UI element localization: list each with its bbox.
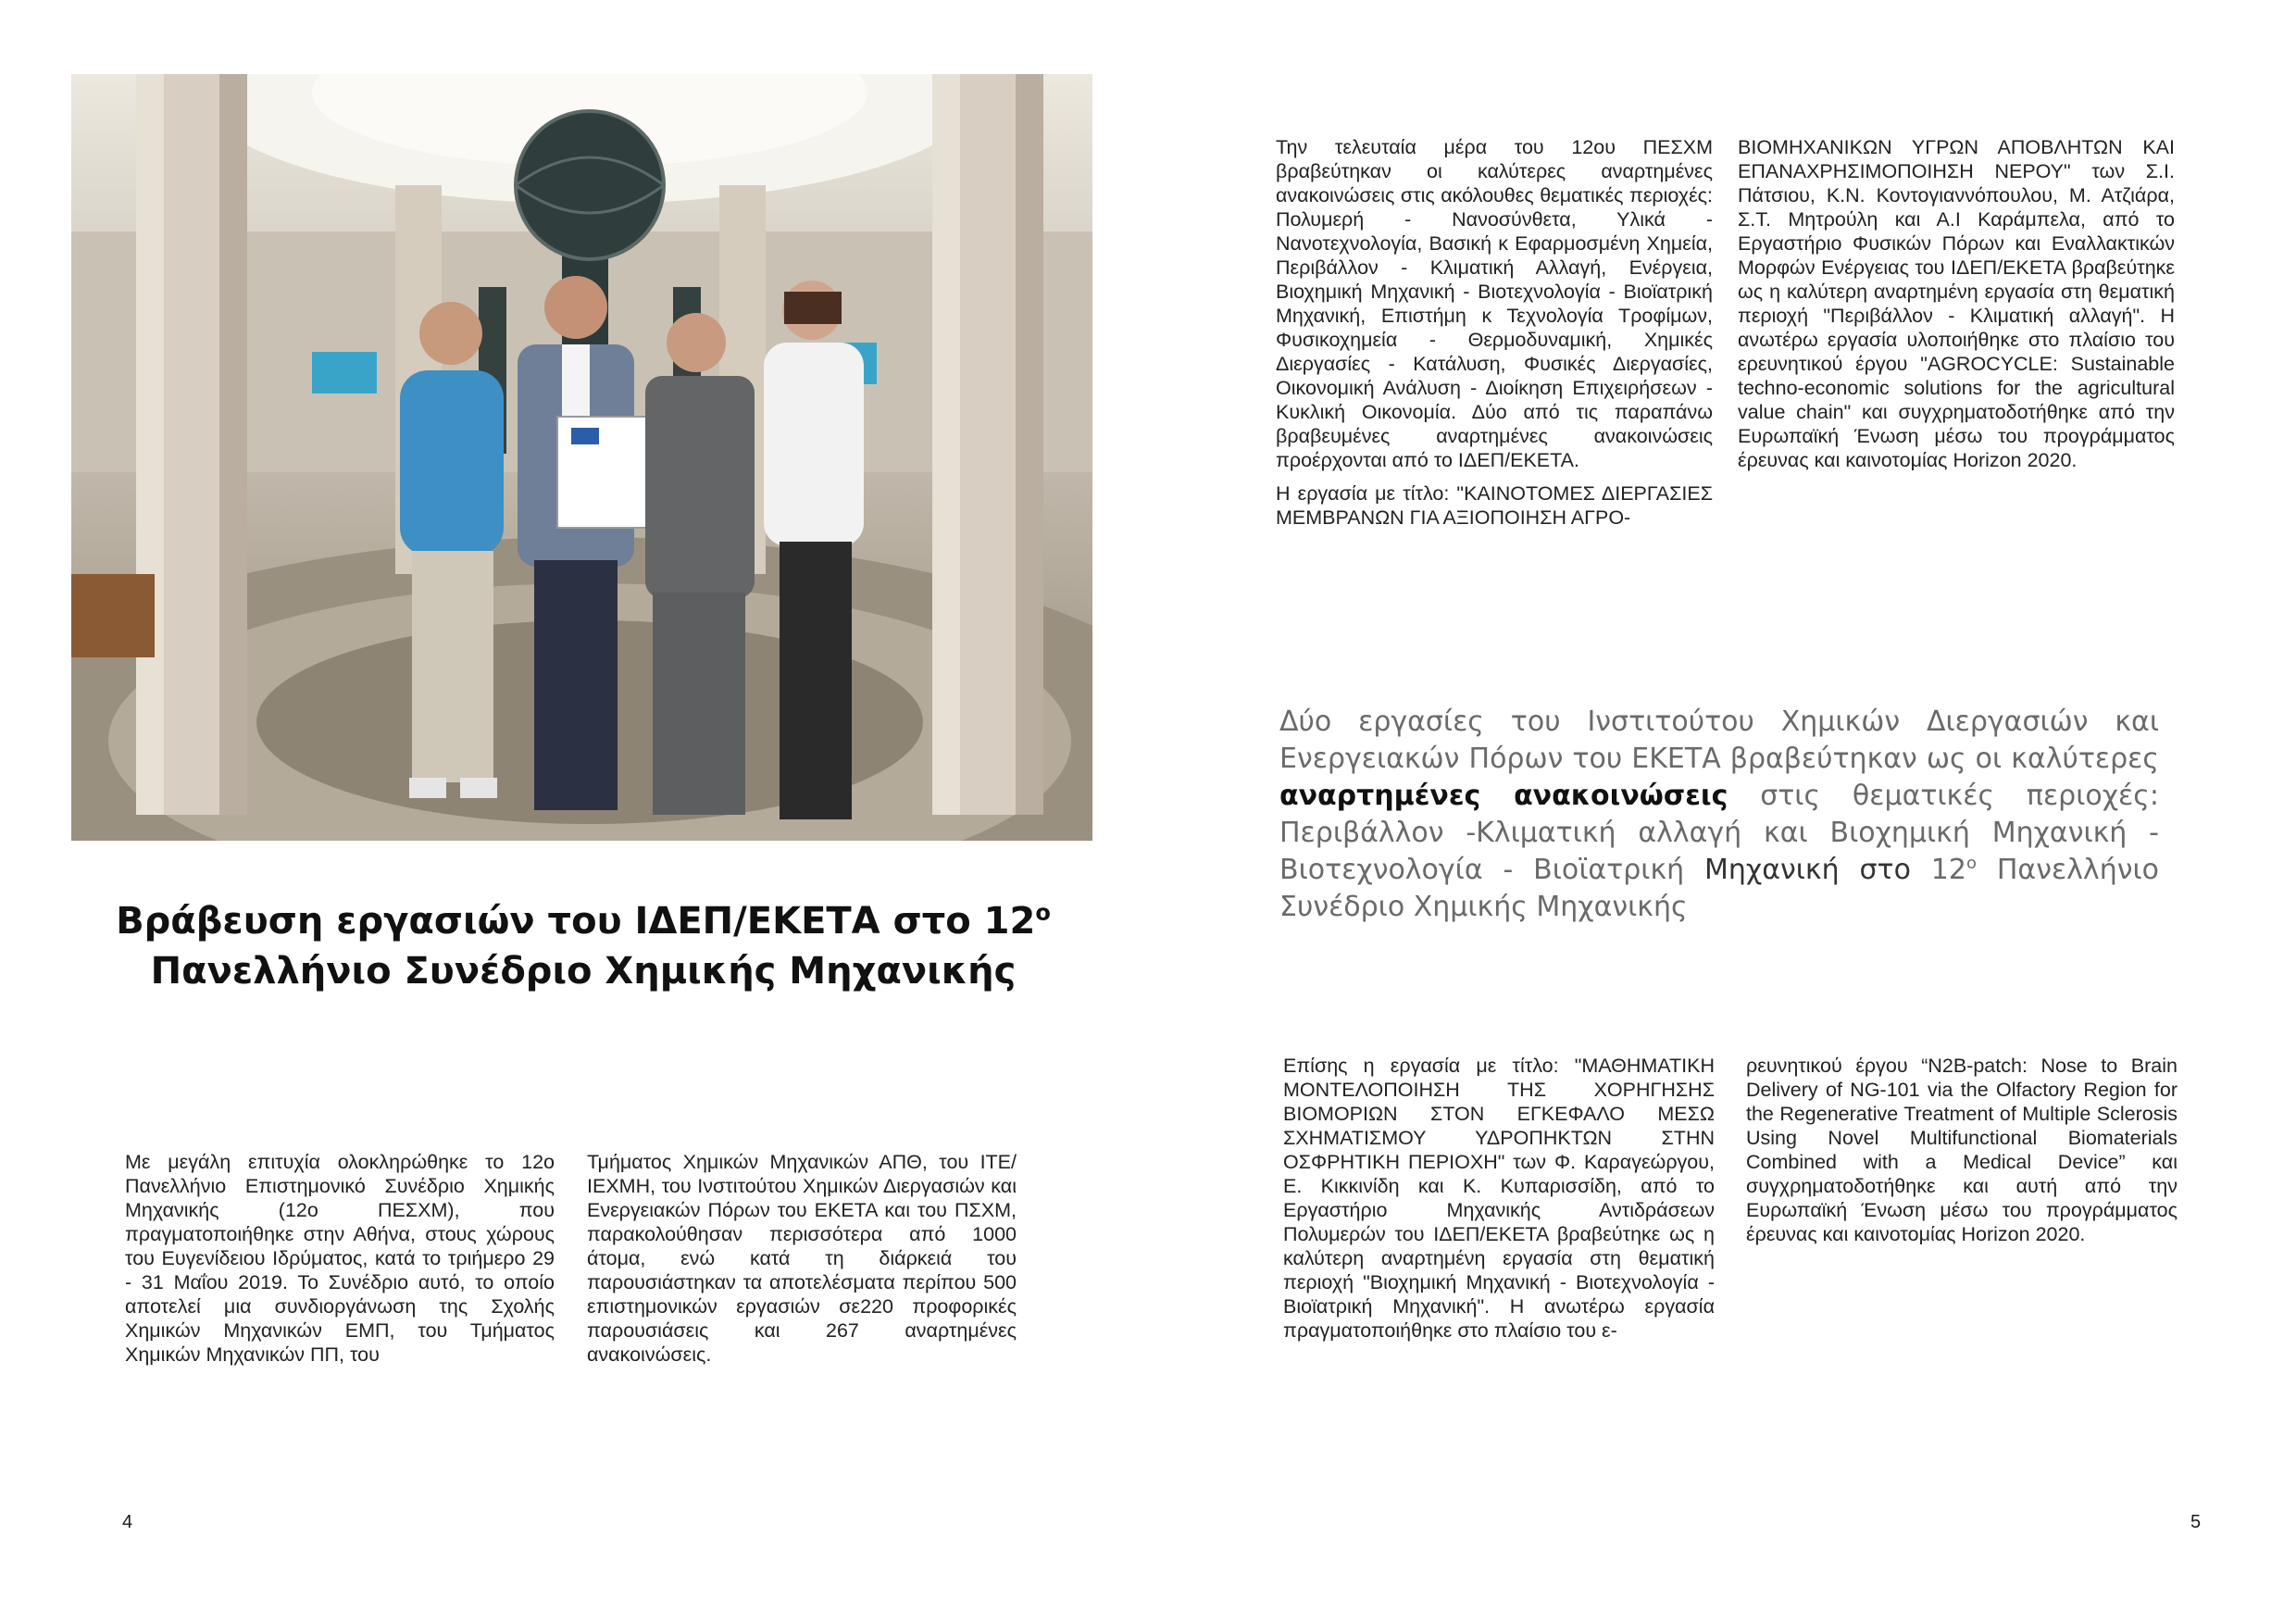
right-top-column-1 xyxy=(1276,135,1713,539)
lead-text-1: Δύο εργασίες του Ινστιτούτου Χημικών Διεργασιών και Ενεργειακών Πόρων του ΕΚΕΤΑ βραβεύτηκαν ως οι καλύτερες xyxy=(1279,706,2159,775)
left-column-2 xyxy=(587,1150,1017,1376)
headline-superscript: ο xyxy=(1035,899,1051,926)
lead-text-5: 12 xyxy=(1930,854,1966,886)
right-top-col1-paragraph-1: Την τελευταία μέρα του 12ου ΠΕΣΧΜ βραβεύτηκαν οι καλύτερες αναρτημένες ανακοινώσεις στις ακόλουθες θεματικές περιοχές: Πολυμερή - Νανοσύνθετα, Υλικά - Νανοτεχνολογία, Βασική κ Εφαρμοσμένη Χημεία, Περιβάλλον - Κλιματική Αλλαγή, Ενέργεια, Βιοχημική Μηχανική - Βιοτεχνολογία - Βιοϊατρική Μηχανική, Επιστήμη κ Τεχνολογία Τροφίμων, Φυσικοχημεία - Θερμοδυναμική, Χημικές Διεργασίες - Κατάλυση, Φυσικές Διεργασίες, Οικονομική Ανάλυση - Διοίκηση Επιχειρήσεων - Κυκλική Οικονομία. Δύο από τις παραπάνω βραβευμένες αναρτημένες ανακοινώσεις προέρχονται από το ΙΔΕΠ/ΕΚΕΤΑ. xyxy=(1276,136,1713,471)
lead-text-4: Μηχανική στο xyxy=(1704,854,1911,886)
right-bottom-col2-paragraph: ρευνητικού έργου “N2B-patch: Nose to Brain Delivery of NG-101 via the Olfactory Region for the Regenerative Treatment of Multiple Sclerosis Using Novel Multifunctional Biomaterials Combined with a Medical Device” και συγχρηματοδοτήθηκε και αυτή από την Ευρωπαϊκή Ένωση μέσω του προγράμματος έρευνας και καινοτομίας Horizon 2020. xyxy=(1746,1055,2177,1245)
right-page xyxy=(1148,0,2296,1624)
right-top-col2-paragraph: ΒΙΟΜΗΧΑΝΙΚΩΝ ΥΓΡΩΝ ΑΠΟΒΛΗΤΩΝ ΚΑΙ ΕΠΑΝΑΧΡΗΣΙΜΟΠΟΙΗΣΗ ΝΕΡΟΥ" των Σ.Ι. Πάτσιου, Κ.Ν. Κοντογιαννόπουλου, Μ. Ατζιάρα, Σ.Τ. Μητρούλη και Α.Ι Καράμπελα, από το Εργαστήριο Φυσικών Πόρων και Εναλλακτικών Μορφών Ενέργειας του ΙΔΕΠ/ΕΚΕΤΑ βραβεύτηκε ως η καλύτερη αναρτημένη εργασία στη θεματική περιοχή "Περιβάλλον - Κλιματική αλλαγή". Η ανωτέρω εργασία υλοποιήθηκε στο πλαίσιο του ερευνητικού έργου "AGROCYCLE: Sustainable techno-economic solutions for the agricultural value chain" και συγχρηματοδοτήθηκε από την Ευρωπαϊκή Ένωση μέσω του προγράμματος έρευνας και καινοτομίας Horizon 2020. xyxy=(1738,136,2175,471)
lead-text-2: στις θεματικές περιοχές: Περιβάλλον -Κλιματική αλλαγή και Βιοχημική Μηχανική - Βιοτεχνολογία - xyxy=(1279,780,2159,886)
lead-text-3: Βιοϊατρική xyxy=(1533,854,1685,886)
headline-line1: Βράβευση εργασιών του ΙΔΕΠ/ΕΚΕΤΑ στο 12 xyxy=(116,900,1036,943)
page-number-right: 5 xyxy=(2190,1512,2202,1532)
award-photo xyxy=(71,74,1092,841)
left-col2-paragraph: Τμήματος Χημικών Μηχανικών ΑΠΘ, του ΙΤΕ/ΙΕΧΜΗ, του Ινστιτούτου Χημικών Διεργασιών και Ενεργειακών Πόρων του ΕΚΕΤΑ και του ΠΣΧΜ, παρακολούθησαν περισσότερα από 1000 άτομα, ενώ κατά τη διάρκειά του παρουσιάστηκαν τα αποτελέσματα περίπου 500 επιστημονικών εργασιών σε220 προφορικές παρουσιάσεις και 267 αναρτημένες ανακοινώσεις. xyxy=(587,1151,1017,1366)
article-headline xyxy=(83,896,1083,996)
lead-bold-text: αναρτημένες ανακοινώσεις xyxy=(1279,780,1728,812)
right-bottom-column-2 xyxy=(1746,1054,2177,1255)
right-bottom-col1-paragraph: Επίσης η εργασία με τίτλο: "ΜΑΘΗΜΑΤΙΚΗ ΜΟΝΤΕΛΟΠΟΙΗΣΗ ΤΗΣ ΧΟΡΗΓΗΣΗΣ ΒΙΟΜΟΡΙΩΝ ΣΤΟΝ ΕΓΚΕΦΑΛΟ ΜΕΣΩ ΣΧΗΜΑΤΙΣΜΟΥ ΥΔΡΟΠΗΚΤΩΝ ΣΤΗΝ ΟΣΦΡΗΤΙΚΗ ΠΕΡΙΟΧΗ" των Φ. Καραγεώργου, Ε. Κικκινίδη και Κ. Κυπαρισσίδη, από το Εργαστήριο Μηχανικής Αντιδράσεων Πολυμερών του ΙΔΕΠ/ΕΚΕΤΑ βραβεύτηκε ως η καλύτερη αναρτημένη εργασία στη θεματική περιοχή "Βιοχημική Μηχανική - Βιοτεχνολογία - Βιοϊατρική Μηχανική". Η ανωτέρω εργασία πραγματοποιήθηκε στο πλαίσιο του ε- xyxy=(1283,1055,1715,1342)
left-col1-paragraph: Με μεγάλη επιτυχία ολοκληρώθηκε το 12ο Πανελλήνιο Επιστημονικό Συνέδριο Χημικής Μηχανικής (12ο ΠΕΣΧΜ), που πραγματοποιήθηκε στην Αθήνα, στους χώρους του Ευγενίδειου Ιδρύματος, κατά το τριήμερο 29 - 31 Μαΐου 2019. Το Συνέδριο αυτό, το οποίο αποτελεί μια συνδιοργάνωση της Σχολής Χημικών Μηχανικών ΕΜΠ, του Τμήματος Χημικών Μηχανικών ΠΠ, του xyxy=(125,1151,555,1366)
headline-line2: Πανελλήνιο Συνέδριο Χημικής Μηχανικής xyxy=(150,950,1017,993)
lead-superscript: ο xyxy=(1965,854,1977,873)
lead-paragraph xyxy=(1279,704,2159,926)
right-bottom-column-1 xyxy=(1283,1054,1715,1352)
right-top-col1-paragraph-2: Η εργασία με τίτλο: "ΚΑΙΝΟΤΟΜΕΣ ΔΙΕΡΓΑΣΙΕΣ ΜΕΜΒΡΑΝΩΝ ΓΙΑ ΑΞΙΟΠΟΙΗΣΗ ΑΓΡΟ- xyxy=(1276,482,1713,529)
right-top-column-2 xyxy=(1738,135,2175,481)
lead-text-6: Πανελλήνιο Συνέδριο Χημικής Μηχανικής xyxy=(1279,854,2159,923)
left-column-1 xyxy=(125,1150,555,1376)
page-number-left: 4 xyxy=(122,1512,133,1532)
